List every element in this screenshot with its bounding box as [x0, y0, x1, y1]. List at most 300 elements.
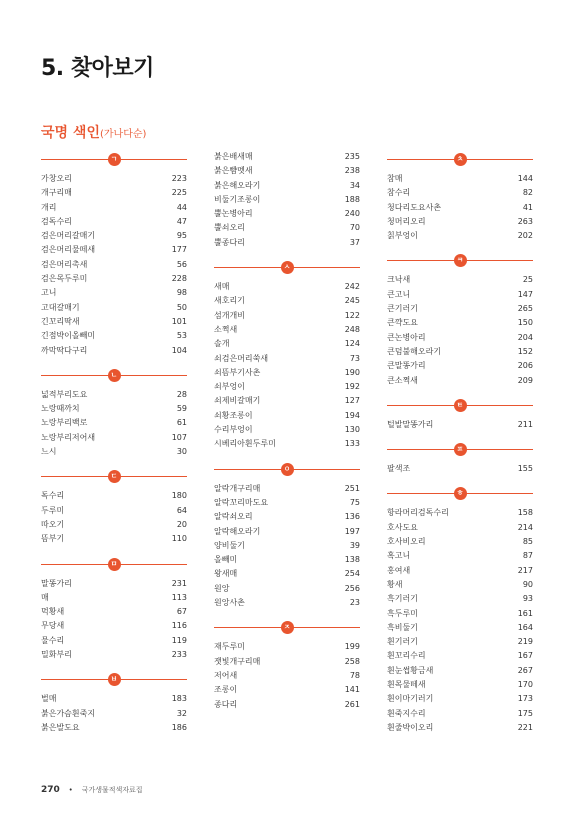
entry-name: 개구리매	[41, 188, 72, 198]
index-entry	[214, 553, 360, 567]
entry-page: 78	[349, 670, 360, 680]
letter-badge: ㄱ	[108, 153, 121, 166]
entry-page: 202	[517, 231, 533, 241]
index-entry	[387, 664, 533, 678]
index-entry	[387, 229, 533, 243]
entry-page: 180	[171, 491, 187, 501]
index-entry	[214, 669, 360, 683]
entry-page: 82	[522, 188, 533, 198]
entry-page: 56	[176, 259, 187, 269]
page-footer	[41, 785, 143, 795]
entry-page: 93	[522, 594, 533, 604]
entry-page: 245	[344, 296, 360, 306]
entry-page: 183	[171, 694, 187, 704]
index-entry	[387, 578, 533, 592]
entry-name: 노랑부리백로	[41, 418, 88, 428]
entry-name: 노랑부리저어새	[41, 432, 96, 442]
index-entry	[387, 331, 533, 345]
entry-page: 87	[522, 551, 533, 561]
index-entry	[41, 388, 187, 402]
entry-page: 233	[171, 650, 187, 660]
entry-page: 258	[344, 656, 360, 666]
index-entry	[41, 172, 187, 186]
index-entry	[214, 698, 360, 712]
index-entry	[387, 302, 533, 316]
entry-name: 말똥가리	[41, 578, 72, 588]
letter-header	[214, 460, 360, 480]
section-title	[41, 122, 146, 142]
letter-header	[41, 555, 187, 575]
entry-name: 알락개구리매	[214, 483, 261, 493]
index-entry	[214, 596, 360, 610]
letter-header	[41, 467, 187, 487]
entry-page: 235	[344, 152, 360, 161]
entry-name: 뿔논병아리	[214, 209, 253, 219]
entry-name: 쇠부엉이	[214, 382, 245, 392]
page-number: 270	[41, 785, 60, 795]
index-entry	[214, 655, 360, 669]
entry-page: 39	[349, 540, 360, 550]
letter-header	[387, 484, 533, 504]
entry-name: 소쩍새	[214, 324, 238, 334]
entry-name: 뿔쇠오리	[214, 223, 245, 233]
index-entry	[41, 489, 187, 503]
index-entry	[214, 496, 360, 510]
entry-name: 노랑때까치	[41, 404, 80, 414]
index-entry	[41, 518, 187, 532]
index-entry	[387, 345, 533, 359]
index-entry	[387, 649, 533, 663]
entry-page: 221	[517, 722, 533, 732]
entry-page: 190	[344, 367, 360, 377]
entry-name: 참매	[387, 174, 403, 183]
index-entry	[41, 301, 187, 315]
entry-name: 호사비오리	[387, 537, 426, 547]
letter-badge: ㅅ	[281, 261, 294, 274]
entry-name: 알락해오라기	[214, 526, 261, 536]
entry-page: 254	[344, 569, 360, 579]
index-entry	[214, 207, 360, 221]
letter-badge: ㄷ	[108, 470, 121, 483]
entry-name: 흑비둘기	[387, 622, 418, 632]
index-entry	[214, 582, 360, 596]
entry-name: 고대갈매기	[41, 302, 80, 312]
entry-page: 147	[517, 289, 533, 299]
entry-name: 흰죽지수리	[387, 708, 426, 718]
entry-name: 검은머리물떼새	[41, 245, 96, 255]
entry-page: 248	[344, 324, 360, 334]
entry-page: 188	[344, 194, 360, 204]
entry-page: 263	[517, 216, 533, 226]
index-entry	[41, 692, 187, 706]
entry-name: 검은머리촉새	[41, 259, 88, 269]
entry-name: 황새	[387, 579, 403, 589]
entry-page: 141	[344, 685, 360, 695]
entry-page: 70	[349, 223, 360, 233]
index-entry	[214, 221, 360, 235]
entry-page: 199	[344, 642, 360, 652]
entry-page: 47	[176, 216, 187, 226]
entry-name: 종다리	[214, 699, 238, 709]
entry-page: 113	[171, 592, 187, 602]
entry-name: 털발말똥가리	[387, 419, 434, 429]
entry-name: 참수리	[387, 188, 411, 198]
entry-name: 솔개	[214, 339, 230, 349]
index-entry	[41, 634, 187, 648]
entry-page: 225	[171, 188, 187, 198]
entry-page: 122	[344, 310, 360, 320]
index-entry	[214, 337, 360, 351]
entry-name: 새호리기	[214, 296, 245, 306]
letter-badge: ㅍ	[454, 443, 467, 456]
entry-page: 238	[344, 166, 360, 176]
entry-name: 흰눈썹황금새	[387, 665, 434, 675]
page-title: 5. 찾아보기	[41, 56, 154, 81]
letter-badge: ㅌ	[454, 399, 467, 412]
entry-page: 130	[344, 425, 360, 435]
entry-page: 155	[517, 464, 533, 474]
entry-name: 밀화부리	[41, 650, 72, 660]
letter-badge: ㅋ	[454, 254, 467, 267]
entry-page: 61	[176, 418, 187, 428]
entry-page: 256	[344, 583, 360, 593]
letter-badge: ㅂ	[108, 673, 121, 686]
index-entry	[387, 201, 533, 215]
entry-page: 161	[517, 608, 533, 618]
entry-page: 90	[522, 579, 533, 589]
index-entry	[387, 564, 533, 578]
index-entry	[214, 193, 360, 207]
section-title-text: 국명 색인	[41, 125, 100, 141]
entry-page: 30	[176, 447, 187, 457]
index-entry	[41, 186, 187, 200]
entry-name: 붉은뺨멧새	[214, 166, 253, 176]
entry-name: 흰기러기	[387, 637, 418, 647]
entry-name: 개리	[41, 202, 57, 212]
index-entry	[214, 164, 360, 178]
entry-name: 팔색조	[387, 464, 411, 474]
entry-name: 비둘기조롱이	[214, 194, 261, 204]
index-entry	[387, 707, 533, 721]
entry-name: 원앙사촌	[214, 598, 245, 608]
letter-header	[387, 251, 533, 271]
index-entry	[387, 549, 533, 563]
entry-page: 164	[517, 622, 533, 632]
index-entry	[41, 315, 187, 329]
entry-page: 59	[176, 404, 187, 414]
entry-name: 수리부엉이	[214, 425, 253, 435]
index-entry	[41, 619, 187, 633]
index-entry	[214, 294, 360, 308]
entry-name: 고니	[41, 288, 57, 298]
index-entry	[387, 621, 533, 635]
entry-page: 219	[517, 637, 533, 647]
entry-name: 쇠제비갈매기	[214, 396, 261, 406]
entry-name: 흰이마기러기	[387, 694, 434, 704]
entry-page: 206	[517, 361, 533, 371]
entry-page: 101	[171, 316, 187, 326]
entry-page: 228	[171, 274, 187, 284]
index-entry	[41, 201, 187, 215]
entry-name: 붉은발도요	[41, 722, 80, 732]
entry-page: 231	[171, 578, 187, 588]
index-entry	[214, 323, 360, 337]
index-entry	[214, 280, 360, 294]
book-title: 국가생물적색자료집	[81, 786, 143, 794]
entry-page: 85	[522, 537, 533, 547]
index-entry	[41, 243, 187, 257]
entry-page: 73	[349, 353, 360, 363]
index-entry	[387, 418, 533, 432]
entry-page: 67	[176, 607, 187, 617]
entry-name: 큰기러기	[387, 304, 418, 314]
letter-header	[41, 150, 187, 170]
index-entry	[41, 648, 187, 662]
entry-page: 116	[171, 621, 187, 631]
index-entry	[41, 445, 187, 459]
entry-name: 흰꼬리수리	[387, 651, 426, 661]
entry-page: 104	[171, 345, 187, 355]
index-entry	[41, 402, 187, 416]
index-column-2	[214, 150, 360, 712]
index-entry	[387, 172, 533, 186]
entry-name: 섬개개비	[214, 310, 245, 320]
letter-badge: ㅊ	[454, 153, 467, 166]
entry-page: 223	[171, 174, 187, 183]
index-entry	[214, 567, 360, 581]
entry-page: 25	[522, 275, 533, 285]
entry-name: 가창오리	[41, 174, 72, 183]
entry-name: 넓적부리도요	[41, 389, 88, 399]
index-entry	[387, 692, 533, 706]
entry-name: 크낙새	[387, 275, 411, 285]
index-entry	[41, 329, 187, 343]
entry-page: 133	[344, 439, 360, 449]
entry-name: 조롱이	[214, 685, 238, 695]
entry-name: 저어새	[214, 670, 238, 680]
entry-page: 110	[171, 534, 187, 544]
entry-name: 홍여새	[387, 565, 411, 575]
entry-page: 20	[176, 519, 187, 529]
index-entry	[387, 273, 533, 287]
entry-page: 158	[517, 508, 533, 518]
entry-name: 매	[41, 592, 49, 602]
index-entry	[214, 525, 360, 539]
index-entry	[214, 352, 360, 366]
entry-name: 호사도요	[387, 522, 418, 532]
entry-page: 53	[176, 331, 187, 341]
entry-name: 칡부엉이	[387, 231, 418, 241]
index-entry	[387, 592, 533, 606]
index-entry	[214, 640, 360, 654]
index-entry	[387, 506, 533, 520]
index-entry	[41, 258, 187, 272]
footer-separator: •	[68, 786, 73, 794]
entry-name: 붉은해오라기	[214, 180, 261, 190]
index-entry	[41, 286, 187, 300]
entry-name: 큰논병아리	[387, 332, 426, 342]
entry-name: 흰목물떼새	[387, 680, 426, 690]
entry-name: 큰말똥가리	[387, 361, 426, 371]
entry-page: 64	[176, 505, 187, 515]
entry-page: 150	[517, 318, 533, 328]
entry-name: 올빼미	[214, 555, 238, 565]
index-entry	[41, 721, 187, 735]
entry-page: 251	[344, 483, 360, 493]
entry-name: 먹황새	[41, 607, 65, 617]
entry-name: 큰꺅도요	[387, 318, 418, 328]
entry-page: 44	[176, 202, 187, 212]
entry-name: 붉은배새매	[214, 152, 253, 161]
entry-page: 267	[517, 665, 533, 675]
entry-name: 왕새매	[214, 569, 238, 579]
entry-name: 붉은가슴흰죽지	[41, 708, 96, 718]
entry-page: 261	[344, 699, 360, 709]
index-entry	[387, 535, 533, 549]
index-entry	[387, 721, 533, 735]
index-entry	[214, 150, 360, 164]
letter-badge: ㅇ	[281, 463, 294, 476]
index-entry	[41, 215, 187, 229]
entry-name: 양비둘기	[214, 540, 245, 550]
entry-page: 211	[517, 419, 533, 429]
entry-name: 새매	[214, 282, 230, 292]
entry-page: 75	[349, 497, 360, 507]
entry-name: 뿔종다리	[214, 237, 245, 247]
entry-page: 98	[176, 288, 187, 298]
index-entry	[214, 683, 360, 697]
entry-page: 136	[344, 512, 360, 522]
index-entry	[214, 423, 360, 437]
index-entry	[41, 532, 187, 546]
index-entry	[214, 179, 360, 193]
entry-page: 177	[171, 245, 187, 255]
entry-name: 알락꼬리마도요	[214, 497, 269, 507]
entry-name: 검독수리	[41, 216, 72, 226]
entry-name: 쇠황조롱이	[214, 410, 253, 420]
index-entry	[41, 272, 187, 286]
entry-page: 240	[344, 209, 360, 219]
entry-name: 까막딱다구리	[41, 345, 88, 355]
index-column-1	[41, 150, 187, 735]
entry-name: 긴점박이올빼미	[41, 331, 96, 341]
index-entry	[214, 394, 360, 408]
letter-badge: ㅈ	[281, 621, 294, 634]
letter-header	[214, 618, 360, 638]
entry-name: 큰덤불해오라기	[387, 346, 442, 356]
entry-name: 물수리	[41, 635, 65, 645]
letter-header	[387, 150, 533, 170]
index-entry	[387, 288, 533, 302]
index-entry	[214, 539, 360, 553]
entry-page: 214	[517, 522, 533, 532]
index-entry	[214, 510, 360, 524]
entry-name: 항라머리검독수리	[387, 508, 449, 518]
entry-page: 265	[517, 304, 533, 314]
entry-name: 청다리도요사촌	[387, 202, 442, 212]
index-entry	[387, 215, 533, 229]
entry-page: 242	[344, 282, 360, 292]
entry-page: 32	[176, 708, 187, 718]
index-entry	[387, 607, 533, 621]
section-note: (가나다순)	[99, 129, 147, 140]
entry-name: 흑기러기	[387, 594, 418, 604]
entry-name: 청머리오리	[387, 216, 426, 226]
entry-page: 152	[517, 346, 533, 356]
index-entry	[387, 521, 533, 535]
entry-page: 50	[176, 302, 187, 312]
letter-header	[387, 396, 533, 416]
index-entry	[387, 678, 533, 692]
entry-page: 127	[344, 396, 360, 406]
entry-page: 204	[517, 332, 533, 342]
entry-page: 138	[344, 555, 360, 565]
index-entry	[387, 462, 533, 476]
letter-badge: ㄴ	[108, 369, 121, 382]
entry-name: 검은목두루미	[41, 274, 88, 284]
index-entry	[214, 409, 360, 423]
index-entry	[214, 380, 360, 394]
letter-badge: ㅎ	[454, 487, 467, 500]
entry-name: 알락쇠오리	[214, 512, 253, 522]
entry-page: 119	[171, 635, 187, 645]
entry-page: 23	[349, 598, 360, 608]
entry-name: 쇠뜸부기사촌	[214, 367, 261, 377]
entry-name: 잿빛개구리매	[214, 656, 261, 666]
entry-name: 큰소쩍새	[387, 375, 418, 385]
entry-page: 34	[349, 180, 360, 190]
entry-name: 흑두루미	[387, 608, 418, 618]
entry-page: 28	[176, 389, 187, 399]
entry-page: 173	[517, 694, 533, 704]
entry-name: 벌매	[41, 694, 57, 704]
entry-page: 192	[344, 382, 360, 392]
index-entry	[214, 236, 360, 250]
entry-name: 원앙	[214, 583, 230, 593]
index-entry	[387, 359, 533, 373]
index-entry	[387, 374, 533, 388]
index-entry	[214, 482, 360, 496]
entry-page: 124	[344, 339, 360, 349]
index-entry	[41, 344, 187, 358]
entry-page: 144	[517, 174, 533, 183]
entry-page: 107	[171, 432, 187, 442]
index-entry	[387, 316, 533, 330]
index-entry	[41, 707, 187, 721]
entry-name: 뜸부기	[41, 534, 65, 544]
index-column-3	[387, 150, 533, 735]
index-entry	[387, 186, 533, 200]
entry-name: 재두루미	[214, 642, 245, 652]
entry-name: 무당새	[41, 621, 65, 631]
entry-page: 175	[517, 708, 533, 718]
index-entry	[41, 416, 187, 430]
entry-page: 167	[517, 651, 533, 661]
entry-page: 197	[344, 526, 360, 536]
index-entry	[41, 591, 187, 605]
index-entry	[387, 635, 533, 649]
letter-badge: ㅁ	[108, 558, 121, 571]
index-entry	[214, 309, 360, 323]
entry-page: 217	[517, 565, 533, 575]
entry-page: 37	[349, 237, 360, 247]
entry-name: 따오기	[41, 519, 65, 529]
index-entry	[214, 366, 360, 380]
entry-name: 흰줄박이오리	[387, 722, 434, 732]
entry-page: 186	[171, 722, 187, 732]
entry-name: 시베리아흰두루미	[214, 439, 276, 449]
entry-name: 두루미	[41, 505, 65, 515]
